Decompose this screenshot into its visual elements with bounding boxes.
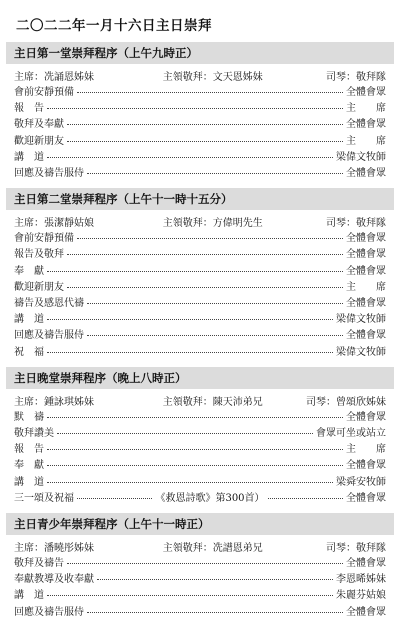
service-section xyxy=(6,367,394,507)
program-item-name: 回應及禱告服侍 xyxy=(14,168,84,180)
program-item xyxy=(6,85,394,101)
program-item-name: 會前安靜預備 xyxy=(14,233,74,245)
roles-row xyxy=(6,66,394,85)
dot-leader xyxy=(47,448,343,450)
program-item xyxy=(6,605,394,621)
program-item-name: 講 道 xyxy=(14,476,44,488)
chairperson: 主席：張潔靜姑娘 xyxy=(14,218,94,230)
program-item-person: 全體會眾 xyxy=(346,233,386,245)
dot-leader xyxy=(77,237,343,239)
pianist: 司琴：敬拜隊 xyxy=(326,72,386,83)
program-item-person: 全體會眾 xyxy=(346,330,386,342)
program-item xyxy=(6,491,394,507)
program-item-person: 李恩晞姊妹 xyxy=(336,574,386,586)
program-item xyxy=(6,150,394,166)
program-item-name: 講 道 xyxy=(14,314,44,326)
program-item-person: 全體會眾 xyxy=(346,460,386,472)
program-item-person: 全體會眾 xyxy=(346,298,386,310)
program-item-person: 全體會眾 xyxy=(346,606,386,618)
dot-leader xyxy=(57,432,313,434)
dot-leader xyxy=(47,351,333,353)
program-item-person: 全體會眾 xyxy=(346,492,386,504)
program-item-name: 講 道 xyxy=(14,590,44,602)
program-item xyxy=(6,247,394,263)
program-item xyxy=(6,458,394,474)
program-item xyxy=(6,426,394,442)
program-item-name: 報 告 xyxy=(14,103,44,115)
page-title: 二〇二二年一月十六日主日崇拜 xyxy=(16,18,212,34)
roles-row xyxy=(6,391,394,410)
program-item-name: 敬拜及禱告 xyxy=(14,558,64,570)
pianist: 司琴：敬拜隊 xyxy=(326,218,386,230)
dot-leader xyxy=(47,107,343,109)
program-item xyxy=(6,280,394,296)
dot-leader xyxy=(47,594,333,596)
program-item-name: 默 禱 xyxy=(14,411,44,423)
program-item-person: 全體會眾 xyxy=(346,168,386,180)
program-item-name: 奉 獻 xyxy=(14,265,44,277)
program-item xyxy=(6,134,394,150)
pianist: 司琴：曾頌欣姊妹 xyxy=(306,396,386,408)
dot-leader xyxy=(67,562,343,564)
program-item-name: 祝 福 xyxy=(14,346,44,358)
program-item xyxy=(6,410,394,426)
dot-leader xyxy=(87,302,343,304)
program-item-person: 主 席 xyxy=(346,444,386,456)
roles-row xyxy=(6,212,394,231)
program-item-person: 全體會眾 xyxy=(346,558,386,570)
program-item xyxy=(6,117,394,133)
program-item xyxy=(6,556,394,572)
roles-row xyxy=(6,537,394,556)
worship-leader: 主領敬拜：冼譜恩弟兄 xyxy=(162,543,263,555)
program-item xyxy=(6,572,394,588)
section-header: 主日青少年崇拜程序（上午十一時正） xyxy=(6,513,394,535)
program-item xyxy=(6,328,394,344)
dot-leader xyxy=(67,253,343,255)
program-item xyxy=(6,588,394,604)
dot-leader xyxy=(87,611,343,613)
program-item xyxy=(6,101,394,117)
pianist: 司琴：敬拜隊 xyxy=(326,543,386,555)
dot-leader xyxy=(47,318,333,320)
dot-leader xyxy=(47,156,333,158)
program-item-person: 主 席 xyxy=(346,281,386,293)
dot-leader xyxy=(268,497,343,499)
program-item-name: 敬拜讚美 xyxy=(14,428,54,440)
program-item-name: 講 道 xyxy=(14,151,44,163)
program-item-person: 梁偉文牧師 xyxy=(336,314,386,326)
dot-leader xyxy=(47,464,343,466)
program-item xyxy=(6,475,394,491)
program-item-name: 會前安靜預備 xyxy=(14,87,74,98)
dot-leader xyxy=(67,286,343,288)
program-item xyxy=(6,442,394,458)
program-item-person: 主 席 xyxy=(346,135,386,147)
section-header: 主日晚堂崇拜程序（晚上八時正） xyxy=(6,367,394,389)
program-item-person: 全體會眾 xyxy=(346,249,386,261)
dot-leader xyxy=(67,140,343,142)
dot-leader xyxy=(87,334,343,336)
dot-leader xyxy=(97,578,333,580)
program-item-name: 歡迎新朋友 xyxy=(14,135,64,147)
program-item-name: 奉獻教導及收奉獻 xyxy=(14,574,94,586)
section-header: 主日第二堂崇拜程序（上午十一時十五分） xyxy=(6,188,394,210)
service-section xyxy=(6,42,394,182)
program-item xyxy=(6,312,394,328)
sections-container xyxy=(6,42,394,621)
dot-leader xyxy=(47,416,343,418)
dot-leader xyxy=(77,497,152,499)
chairperson: 主席：潘曉彤姊妹 xyxy=(14,543,94,555)
program-item-name: 報 告 xyxy=(14,444,44,456)
program-item-person: 梁舜安牧師 xyxy=(336,476,386,488)
program-item-person: 梁偉文牧師 xyxy=(336,151,386,163)
worship-leader: 主領敬拜：方偉明先生 xyxy=(162,218,263,230)
dot-leader xyxy=(67,123,343,125)
dot-leader xyxy=(47,481,333,483)
program-item xyxy=(6,264,394,280)
worship-leader: 主領敬拜：文天恩姊妹 xyxy=(162,72,263,83)
program-item-person: 全體會眾 xyxy=(346,119,386,131)
program-item-name: 禱告及感恩代禱 xyxy=(14,298,84,310)
program-item-person: 主 席 xyxy=(346,103,386,115)
program-item-name: 三一頌及祝福 xyxy=(14,492,74,504)
program-item-person: 朱麗芬姑娘 xyxy=(336,590,386,602)
service-section xyxy=(6,188,394,361)
dot-leader xyxy=(77,91,343,93)
program-item-name: 奉 獻 xyxy=(14,460,44,472)
program-item-name: 回應及禱告服侍 xyxy=(14,606,84,618)
program-item xyxy=(6,296,394,312)
chairperson: 主席：冼誦恩姊妹 xyxy=(14,72,94,83)
program-item-person: 全體會眾 xyxy=(346,87,386,98)
program-item-person: 會眾可坐或站立 xyxy=(316,428,386,440)
program-item-name: 敬拜及奉獻 xyxy=(14,119,64,131)
worship-leader: 主領敬拜：陳天沛弟兄 xyxy=(162,396,263,408)
program-item-name: 回應及禱告服侍 xyxy=(14,330,84,342)
dot-leader xyxy=(87,172,343,174)
program-item-person: 全體會眾 xyxy=(346,265,386,277)
chairperson: 主席：鍾詠琪姊妹 xyxy=(14,396,94,408)
program-item-name: 歡迎新朋友 xyxy=(14,281,64,293)
program-item-person: 梁偉文牧師 xyxy=(336,346,386,358)
program-item xyxy=(6,345,394,361)
program-item-name: 報告及敬拜 xyxy=(14,249,64,261)
hymn-reference: 《救恩詩歌》第300首） xyxy=(155,492,265,504)
service-section xyxy=(6,513,394,621)
program-item xyxy=(6,166,394,182)
program-item xyxy=(6,231,394,247)
program-item-person: 全體會眾 xyxy=(346,411,386,423)
section-header: 主日第一堂崇拜程序（上午九時正） xyxy=(6,42,394,64)
dot-leader xyxy=(47,270,343,272)
